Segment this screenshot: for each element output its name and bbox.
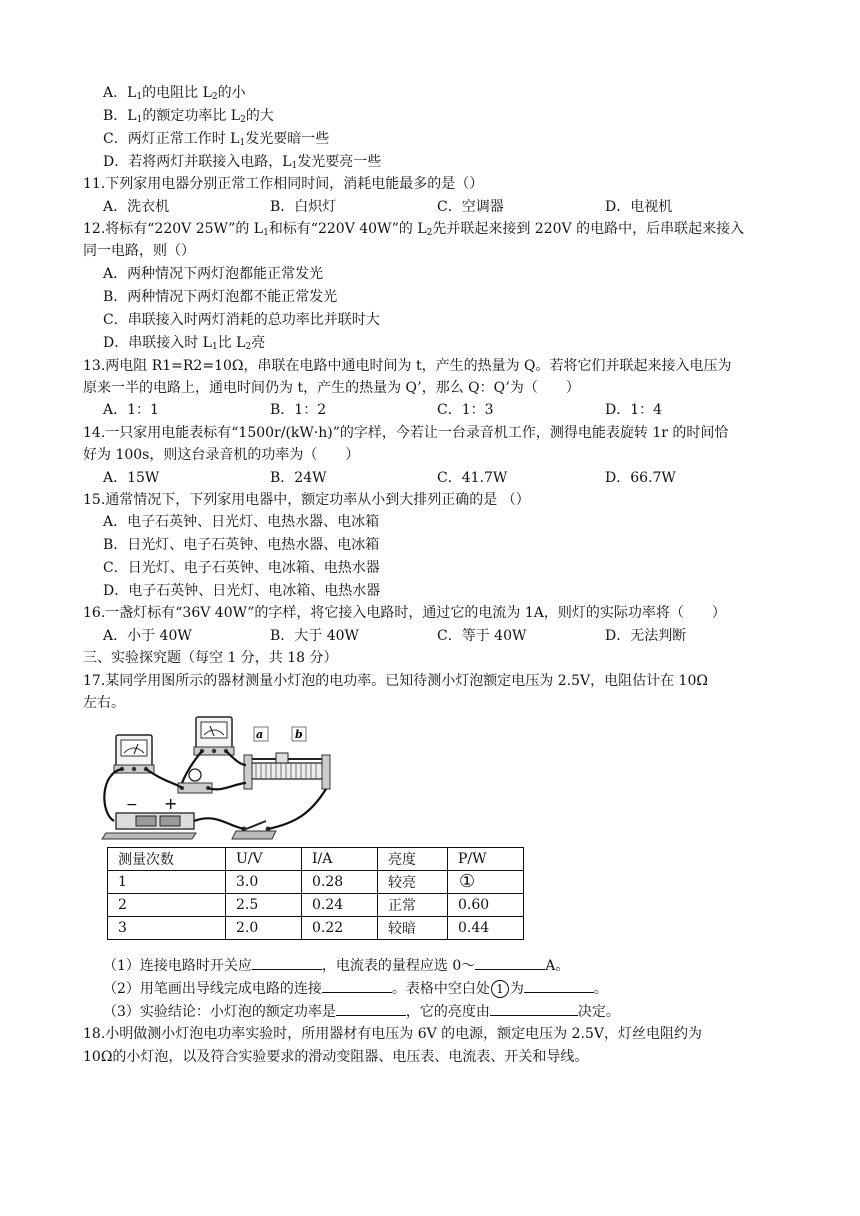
table-row	[108, 871, 524, 894]
q16-option-a: A．小于 40W	[103, 628, 192, 644]
q12-option-b: B．两种情况下两灯泡都不能正常发光	[103, 289, 338, 305]
q13-option-a: A．1：1	[103, 402, 159, 418]
circuit-apparatus-figure	[96, 713, 436, 847]
table-header: 亮度	[378, 848, 448, 871]
q14-option-c: C．41.7W	[437, 470, 508, 486]
table-cell: 2.5	[226, 894, 302, 917]
q16-stem: 16.一盏灯标有“36V 40W”的字样，将它接入电路时，通过它的电流为 1A，则灯的实际功率将（ ）	[83, 605, 726, 621]
q12-stem-line2: 同一电路，则（）	[83, 243, 195, 259]
table-cell: 3	[108, 917, 226, 940]
table-row	[108, 894, 524, 917]
q17-sub2: （2）用笔画出导线完成电路的连接 。表格中空白处 1 为 。	[103, 978, 608, 999]
ammeter-icon	[194, 717, 234, 755]
answer-blank[interactable]	[322, 978, 392, 993]
table-cell: 2	[108, 894, 226, 917]
answer-blank[interactable]	[524, 978, 594, 993]
q11-option-b: B．白炽灯	[270, 199, 337, 215]
q15-stem: 15.通常情况下，下列家用电器中，额定功率从小到大排列正确的是 （）	[83, 492, 530, 508]
rheostat-label-b: b	[295, 728, 303, 741]
table-cell: 较暗	[378, 917, 448, 940]
q14-stem-line2: 好为 100s，则这台录音机的功率为（ ）	[83, 447, 360, 463]
table-cell: 2.0	[226, 917, 302, 940]
q14-option-b: B．24W	[270, 470, 327, 486]
battery-minus-label: −	[126, 797, 138, 813]
q11-option-a: A．洗衣机	[103, 199, 170, 215]
table-row	[108, 917, 524, 940]
table-cell: 0.24	[302, 894, 378, 917]
table-header: P/W	[448, 848, 524, 871]
q18-stem-line1: 18.小明做测小灯泡电功率实验时，所用器材有电压为 6V 的电源，额定电压为 2.5V，灯丝电阻约为	[83, 1026, 703, 1042]
q16-option-b: B．大于 40W	[270, 628, 359, 644]
q12-option-c: C．串联接入时两灯消耗的总功率比并联时大	[103, 312, 380, 328]
table-header: I/A	[302, 848, 378, 871]
q10-option-c: C．两灯正常工作时 $L_1$发光要暗一些	[103, 131, 330, 148]
q11-stem: 11.下列家用电器分别正常工作相同时间，消耗电能最多的是（）	[83, 176, 484, 192]
q17-sub3: （3）实验结论：小灯泡的额定功率是 ，它的亮度由 决定。	[103, 1001, 620, 1022]
q11-option-c: C．空调器	[437, 199, 504, 215]
answer-blank[interactable]	[490, 1001, 578, 1016]
table-cell: 3.0	[226, 871, 302, 894]
answer-blank[interactable]	[252, 955, 322, 970]
q15-option-c: C．日光灯、电子石英钟、电冰箱、电热水器	[103, 560, 380, 576]
section-heading: 三、实验探究题（每空 1 分，共 18 分）	[83, 650, 338, 666]
table-cell: 0.44	[448, 917, 524, 940]
table-cell: 正常	[378, 894, 448, 917]
table-header-row	[108, 848, 524, 871]
table-header: 测量次数	[108, 848, 226, 871]
q14-option-a: A．15W	[103, 470, 160, 486]
q13-stem-line2: 原来一半的电路上，通电时间仍为 t，产生的热量为 Q’，那么 Q：Q’为（ ）	[83, 380, 580, 396]
rheostat-label-a: a	[256, 728, 264, 741]
q16-option-d: D．无法判断	[605, 628, 687, 644]
table-cell: 0.60	[448, 894, 524, 917]
battery-icon	[116, 813, 194, 829]
voltmeter-icon	[114, 735, 154, 773]
q17-stem-line2: 左右。	[83, 695, 125, 711]
table-cell: 较亮	[378, 871, 448, 894]
table-cell-blank-1: ①	[448, 871, 524, 894]
switch-icon	[232, 821, 276, 839]
q13-option-c: C．1：3	[437, 402, 494, 418]
q10-option-b: B．$L_1$的额定功率比 $L_2$的大	[103, 108, 274, 125]
table-cell: 0.28	[302, 871, 378, 894]
q13-stem-line1: 13.两电阻 R1=R2=10Ω，串联在电路中通电时间为 t，产生的热量为 Q。若将它们并联起来接入电压为	[83, 358, 732, 374]
q15-option-b: B．日光灯、电子石英钟、电热水器、电冰箱	[103, 537, 380, 553]
q17-sub1: （1）连接电路时开关应 ，电流表的量程应选 0～ A。	[103, 955, 569, 976]
q15-option-a: A．电子石英钟、日光灯、电热水器、电冰箱	[103, 514, 380, 530]
q14-stem-line1: 14.一只家用电能表标有“1500r/(kW·h)”的字样，今若让一台录音机工作，测得电能表旋转 1r 的时间恰	[83, 425, 729, 441]
table-cell: 1	[108, 871, 226, 894]
q12-option-d: D．串联接入时 $L_1$比 $L_2$亮	[103, 335, 266, 352]
measurement-table	[107, 847, 524, 940]
answer-blank[interactable]	[475, 955, 545, 970]
q17-stem-line1: 17.某同学用图所示的器材测量小灯泡的电功率。已知待测小灯泡额定电压为 2.5V，电阻估计在 10Ω	[83, 673, 708, 689]
q18-stem-line2: 10Ω的小灯泡，以及符合实验要求的滑动变阻器、电压表、电流表、开关和导线。	[83, 1049, 589, 1065]
q12-option-a: A．两种情况下两灯泡都能正常发光	[103, 266, 324, 282]
table-cell: 0.22	[302, 917, 378, 940]
q13-option-d: D．1：4	[605, 402, 663, 418]
q10-option-d: D．若将两灯并联接入电路，$L_1$发光要亮一些	[103, 154, 382, 171]
q14-option-d: D．66.7W	[605, 470, 676, 486]
q16-option-c: C．等于 40W	[437, 628, 527, 644]
battery-plus-label: +	[164, 794, 178, 813]
q10-option-a: A．$L_1$的电阻比 $L_2$的小	[103, 85, 246, 102]
answer-blank[interactable]	[336, 1001, 406, 1016]
q13-option-b: B．1：2	[270, 402, 327, 418]
q12-stem-line1: 12.将标有“220V 25W”的 $L_1$和标有“220V 40W”的 $L_2$先并联起来接到 220V 的电路中，后串联起来接入	[83, 221, 745, 238]
q15-option-d: D．电子石英钟、日光灯、电冰箱、电热水器	[103, 583, 381, 599]
table-header: U/V	[226, 848, 302, 871]
circled-number: 1	[491, 980, 509, 998]
q11-option-d: D．电视机	[605, 199, 673, 215]
